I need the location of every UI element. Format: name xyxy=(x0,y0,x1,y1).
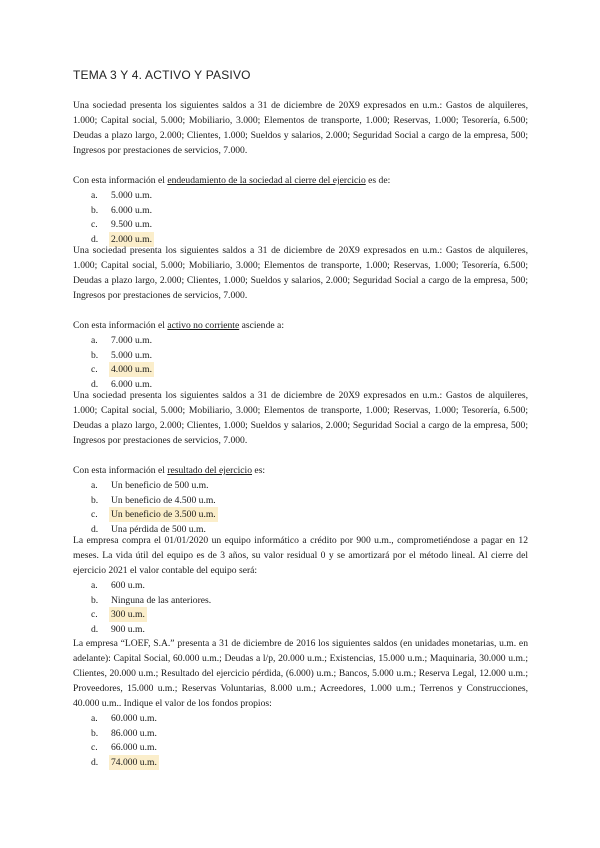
option-text: 600 u.m. xyxy=(111,580,145,591)
option-text: 9.500 u.m. xyxy=(111,219,153,230)
question-1 xyxy=(73,98,528,246)
question-statement: La empresa compra el 01/01/2020 un equipo informático a crédito por 900 u.m., comprometiéndose a pagar en 12 meses. La vida útil del equipo es de 3 años, su valor residual 0 y se amortizará por el método lineal. Al cierre del ejercicio 2021 el valor contable del equipo será: xyxy=(73,535,528,576)
option-text: Un beneficio de 500 u.m. xyxy=(111,480,209,491)
prompt-text: Con esta información el xyxy=(73,320,168,331)
option-text: 74.000 u.m. xyxy=(111,756,157,768)
option-b[interactable] xyxy=(73,493,528,508)
option-letter: b. xyxy=(91,494,99,506)
option-a[interactable] xyxy=(73,578,528,593)
prompt-text-end: es: xyxy=(252,465,266,476)
prompt-text: Con esta información el xyxy=(73,175,168,186)
question-5 xyxy=(73,636,528,769)
option-a[interactable] xyxy=(73,478,528,493)
option-letter: a. xyxy=(91,335,98,346)
question-statement: Una sociedad presenta los siguientes saldos a 31 de diciembre de 20X9 expresados en u.m.: Gastos de alquileres, 1.000; Capital social, 5.000; Mobiliario, 3.000; Elementos de transporte, 1.000; Reservas, 1.000; Tesorería, 6.500; Deudas a plazo largo, 2.000; Clientes, 1.000; Sueldos y salarios, 2.000; Seguridad Social a cargo de la empresa, 500; Ingresos por prestaciones de servicios, 7.000. xyxy=(73,100,528,156)
option-letter: b. xyxy=(91,727,99,739)
option-text: 5.000 u.m. xyxy=(111,190,153,201)
option-letter: a. xyxy=(91,580,98,591)
option-b[interactable] xyxy=(73,726,528,741)
answer-options xyxy=(73,711,528,769)
option-text: Ninguna de las anteriores. xyxy=(111,594,212,606)
option-text: 86.000 u.m. xyxy=(111,727,157,739)
option-letter: b. xyxy=(91,349,99,361)
question-prompt xyxy=(73,173,528,188)
option-text: 2.000 u.m. xyxy=(111,233,153,245)
prompt-underlined: activo no corriente xyxy=(167,320,240,331)
answer-options xyxy=(73,478,528,536)
prompt-text: Con esta información el xyxy=(73,465,168,476)
answer-options xyxy=(73,188,528,246)
option-letter: c. xyxy=(91,742,98,753)
option-letter: d. xyxy=(91,378,99,390)
option-letter: a. xyxy=(91,190,98,201)
option-text: Un beneficio de 4.500 u.m. xyxy=(111,494,216,506)
answer-options xyxy=(73,333,528,391)
prompt-text-end: asciende a: xyxy=(239,320,284,331)
option-letter: c. xyxy=(91,509,98,520)
question-2 xyxy=(73,243,528,391)
option-text: 300 u.m. xyxy=(111,609,145,620)
prompt-underlined: resultado del ejercicio xyxy=(167,465,253,476)
option-letter: d. xyxy=(91,233,99,245)
answer-options xyxy=(73,578,528,636)
prompt-underlined: endeudamiento de la sociedad al cierre del ejercicio xyxy=(167,175,366,186)
option-c[interactable] xyxy=(73,740,528,755)
option-letter: c. xyxy=(91,364,98,375)
option-text: 900 u.m. xyxy=(111,623,145,635)
option-letter: d. xyxy=(91,623,99,635)
option-text: 4.000 u.m. xyxy=(111,364,153,375)
option-text: 5.000 u.m. xyxy=(111,349,153,361)
question-statement: Una sociedad presenta los siguientes saldos a 31 de diciembre de 20X9 expresados en u.m.: Gastos de alquileres, 1.000; Capital social, 5.000; Mobiliario, 3.000; Elementos de transporte, 1.000; Reservas, 1.000; Tesorería, 6.500; Deudas a plazo largo, 2.000; Clientes, 1.000; Sueldos y salarios, 2.000; Seguridad Social a cargo de la empresa, 500; Ingresos por prestaciones de servicios, 7.000. xyxy=(73,245,528,301)
option-c-highlighted[interactable] xyxy=(73,362,528,377)
option-c[interactable] xyxy=(73,217,528,232)
option-letter: d. xyxy=(91,756,99,768)
option-b[interactable] xyxy=(73,593,528,608)
option-letter: c. xyxy=(91,609,98,620)
option-text: Una pérdida de 500 u.m. xyxy=(111,523,206,535)
option-letter: b. xyxy=(91,204,99,216)
option-c-highlighted[interactable] xyxy=(73,607,528,622)
option-a[interactable] xyxy=(73,711,528,726)
option-letter: d. xyxy=(91,523,99,535)
option-b[interactable] xyxy=(73,348,528,363)
option-text: 7.000 u.m. xyxy=(111,335,153,346)
page-title: TEMA 3 Y 4. ACTIVO Y PASIVO xyxy=(73,68,251,82)
question-prompt xyxy=(73,463,528,478)
option-text: 6.000 u.m. xyxy=(111,378,153,390)
option-b[interactable] xyxy=(73,203,528,218)
question-statement: La empresa “LOEF, S.A.” presenta a 31 de diciembre de 2016 los siguientes saldos (en unidades monetarias, u.m. en adelante): Capital Social, 60.000 u.m.; Deudas a l/p, 20.000 u.m.; Existencias, 15.000 u.m.; Maquinaria, 30.000 u.m.; Clientes, 20.000 u.m.; Resultado del ejercicio pérdida, (6.000) u.m.; Bancos, 5.000 u.m.; Reserva Legal, 12.000 u.m.; Proveedores, 15.000 u.m.; Reservas Voluntarias, 8.000 u.m.; Acreedores, 1.000 u.m.; Terrenos y Construcciones, 40.000 u.m.. Indique el valor de los fondos propios: xyxy=(73,638,528,709)
option-a[interactable] xyxy=(73,188,528,203)
prompt-text-end: es de: xyxy=(365,175,391,186)
option-c-highlighted[interactable] xyxy=(73,507,528,522)
option-letter: a. xyxy=(91,713,98,724)
option-letter: c. xyxy=(91,219,98,230)
question-statement: Una sociedad presenta los siguientes saldos a 31 de diciembre de 20X9 expresados en u.m.: Gastos de alquileres, 1.000; Capital social, 5.000; Mobiliario, 3.000; Elementos de transporte, 1.000; Reservas, 1.000; Tesorería, 6.500; Deudas a plazo largo, 2.000; Clientes, 1.000; Sueldos y salarios, 2.000; Seguridad Social a cargo de la empresa, 500; Ingresos por prestaciones de servicios, 7.000. xyxy=(73,390,528,446)
question-prompt xyxy=(73,318,528,333)
option-letter: a. xyxy=(91,480,98,491)
option-a[interactable] xyxy=(73,333,528,348)
option-d[interactable] xyxy=(73,622,528,637)
option-text: 6.000 u.m. xyxy=(111,204,153,216)
question-4 xyxy=(73,533,528,636)
option-d-highlighted[interactable] xyxy=(73,755,528,770)
option-text: 60.000 u.m. xyxy=(111,713,157,724)
question-3 xyxy=(73,388,528,536)
option-text: Un beneficio de 3.500 u.m. xyxy=(111,509,216,520)
option-text: 66.000 u.m. xyxy=(111,742,157,753)
option-letter: b. xyxy=(91,594,99,606)
